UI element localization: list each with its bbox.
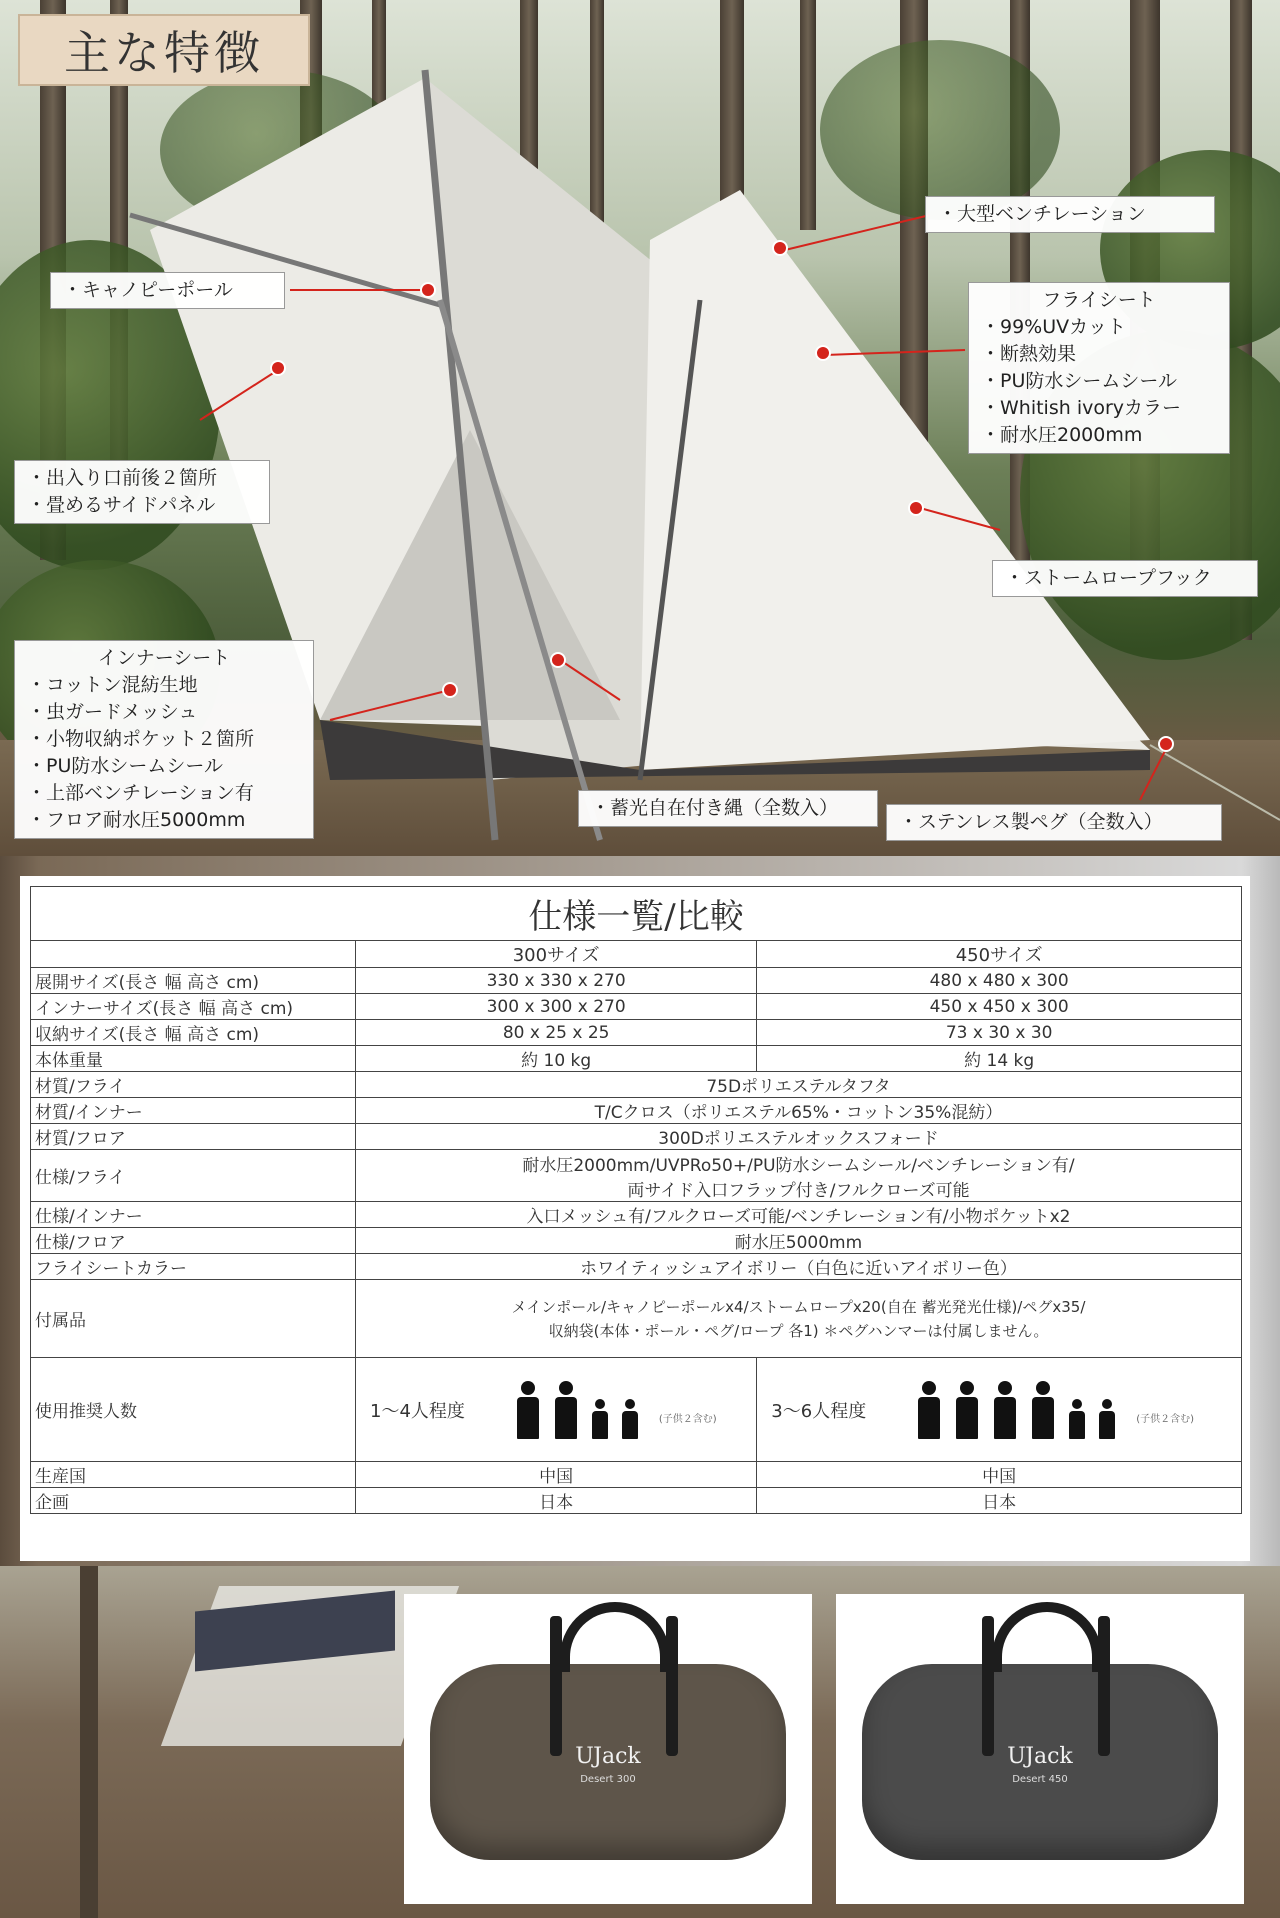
people-count-300: 1～4人程度 — [370, 1400, 465, 1422]
cell-300: 330 x 330 x 270 — [356, 968, 757, 994]
people-note: (子供２含む) — [658, 1413, 717, 1425]
entrance-item: ・出入り口前後２箇所 — [27, 467, 218, 489]
inner-sheet-item: ・虫ガードメッシュ — [27, 701, 198, 723]
row-label: 材質/フロア — [31, 1124, 356, 1150]
people-note: (子供２含む) — [1136, 1413, 1195, 1425]
row-label: 本体重量 — [31, 1046, 356, 1072]
table-row — [31, 1358, 1242, 1462]
bag-450-card — [836, 1594, 1244, 1904]
inner-sheet-item: ・コットン混紡生地 — [27, 674, 198, 696]
row-label: 展開サイズ(長さ 幅 高さ cm) — [31, 968, 356, 994]
fly-sheet-item: ・PU防水シームシール — [981, 370, 1177, 392]
spec-section — [0, 856, 1280, 1566]
page-title: 主な特徴 — [18, 14, 310, 86]
fly-sheet-item: ・Whitish ivoryカラー — [981, 397, 1182, 419]
canopy-pole-label: ・キャノピーポール — [50, 272, 285, 309]
header-empty-cell — [31, 941, 356, 968]
fly-spec-line: 耐水圧2000mm/UVPRo50+/PU防水シームシール/ベンチレーション有/ — [522, 1155, 1075, 1176]
table-row — [31, 994, 1242, 1020]
cell-merged: 耐水圧5000mm — [356, 1228, 1242, 1254]
cell-300 — [356, 1358, 757, 1462]
child-icon — [1066, 1399, 1088, 1439]
adult-icon — [990, 1381, 1020, 1439]
fly-sheet-item: ・断熱効果 — [981, 343, 1077, 365]
cell-merged: 入口メッシュ有/フルクローズ可能/ベンチレーション有/小物ポケットx2 — [356, 1202, 1242, 1228]
adult-icon — [1028, 1381, 1058, 1439]
adult-icon — [952, 1381, 982, 1439]
inner-sheet-item: ・PU防水シームシール — [27, 755, 223, 777]
fly-sheet-item: ・99%UVカット — [981, 316, 1126, 338]
cell-450: 73 x 30 x 30 — [757, 1020, 1242, 1046]
accessories-line: メインポール/キャノピーポールx4/ストームロープx20(自在 蓄光発光仕様)/ペグx35/ — [511, 1297, 1086, 1316]
entrance-box — [14, 460, 270, 524]
spec-table — [30, 886, 1242, 1514]
fly-sheet-box — [968, 282, 1230, 454]
ventilation-label: ・大型ベンチレーション — [925, 196, 1215, 233]
accessories-line: 収納袋(本体・ポール・ペグ/ロープ 各1) ＊ペグハンマーは付属しません。 — [548, 1321, 1049, 1340]
inner-sheet-item: ・上部ベンチレーション有 — [27, 782, 254, 804]
child-icon — [1096, 1399, 1118, 1439]
bag-model: Desert 300 — [580, 1774, 636, 1785]
cell-merged — [356, 1150, 1242, 1202]
cell-450: 450 x 450 x 300 — [757, 994, 1242, 1020]
table-row — [31, 1098, 1242, 1124]
column-header-300: 300サイズ — [356, 941, 757, 968]
fly-sheet-item: ・耐水圧2000mm — [981, 424, 1143, 446]
bag-brand: UJack — [575, 1744, 641, 1769]
table-row — [31, 1488, 1242, 1514]
inner-sheet-item: ・フロア耐水圧5000mm — [27, 809, 246, 831]
table-row — [31, 1254, 1242, 1280]
people-count-450: 3～6人程度 — [771, 1400, 867, 1422]
inner-sheet-item: ・小物収納ポケット２箇所 — [27, 728, 255, 750]
table-row — [31, 1228, 1242, 1254]
cell-merged: 75Dポリエステルタフタ — [356, 1072, 1242, 1098]
row-label: 収納サイズ(長さ 幅 高さ cm) — [31, 1020, 356, 1046]
row-label: 材質/インナー — [31, 1098, 356, 1124]
cell-300: 日本 — [356, 1488, 757, 1514]
fly-spec-line: 両サイド入口フラップ付き/フルクローズ可能 — [627, 1180, 970, 1201]
row-label: 使用推奨人数 — [31, 1358, 356, 1462]
cell-300: 80 x 25 x 25 — [356, 1020, 757, 1046]
row-label: 付属品 — [31, 1280, 356, 1358]
row-label: フライシートカラー — [31, 1254, 356, 1280]
column-header-450: 450サイズ — [757, 941, 1242, 968]
child-icon — [589, 1399, 611, 1439]
cell-merged: T/Cクロス（ポリエステル65%・コットン35%混紡） — [356, 1098, 1242, 1124]
spec-title: 仕様一覧/比較 — [31, 887, 1242, 941]
bag-model: Desert 450 — [1012, 1774, 1068, 1785]
cell-300: 約 10 kg — [356, 1046, 757, 1072]
table-row — [31, 1150, 1242, 1202]
inner-sheet-heading: インナーシート — [97, 647, 231, 669]
table-row — [31, 1046, 1242, 1072]
cell-450: 日本 — [757, 1488, 1242, 1514]
bag-300-card — [404, 1594, 812, 1904]
cell-merged: ホワイティッシュアイボリー（白色に近いアイボリー色） — [356, 1254, 1242, 1280]
storage-bags-section — [0, 1566, 1280, 1918]
cell-450: 480 x 480 x 300 — [757, 968, 1242, 994]
peg-label: ・ステンレス製ペグ（全数入） — [886, 804, 1222, 841]
adult-icon — [914, 1381, 944, 1439]
adult-icon — [513, 1381, 543, 1439]
cell-450 — [757, 1358, 1242, 1462]
bag-brand: UJack — [1007, 1744, 1073, 1769]
cell-300: 中国 — [356, 1462, 757, 1488]
row-label: 仕様/フロア — [31, 1228, 356, 1254]
row-label: 材質/フライ — [31, 1072, 356, 1098]
entrance-item: ・畳めるサイドパネル — [27, 494, 216, 516]
row-label: 仕様/フライ — [31, 1150, 356, 1202]
table-row — [31, 1124, 1242, 1150]
inner-sheet-box — [14, 640, 314, 839]
row-label: 仕様/インナー — [31, 1202, 356, 1228]
row-label: 企画 — [31, 1488, 356, 1514]
cell-450: 中国 — [757, 1462, 1242, 1488]
adult-icon — [551, 1381, 581, 1439]
spec-card — [20, 876, 1250, 1561]
table-row — [31, 968, 1242, 994]
storage-bag-450 — [862, 1664, 1218, 1860]
row-label: 生産国 — [31, 1462, 356, 1488]
fly-sheet-heading: フライシート — [1042, 289, 1156, 311]
cell-merged — [356, 1280, 1242, 1358]
cell-merged: 300Dポリエステルオックスフォード — [356, 1124, 1242, 1150]
rope-label: ・蓄光自在付き縄（全数入） — [578, 790, 878, 827]
table-row — [31, 1280, 1242, 1358]
table-row — [31, 1072, 1242, 1098]
table-row — [31, 1020, 1242, 1046]
cell-300: 300 x 300 x 270 — [356, 994, 757, 1020]
storage-bag-300 — [430, 1664, 786, 1860]
row-label: インナーサイズ(長さ 幅 高さ cm) — [31, 994, 356, 1020]
storm-rope-label: ・ストームロープフック — [992, 560, 1258, 597]
table-row — [31, 1202, 1242, 1228]
table-row — [31, 1462, 1242, 1488]
features-photo — [0, 0, 1280, 856]
child-icon — [619, 1399, 641, 1439]
cell-450: 約 14 kg — [757, 1046, 1242, 1072]
